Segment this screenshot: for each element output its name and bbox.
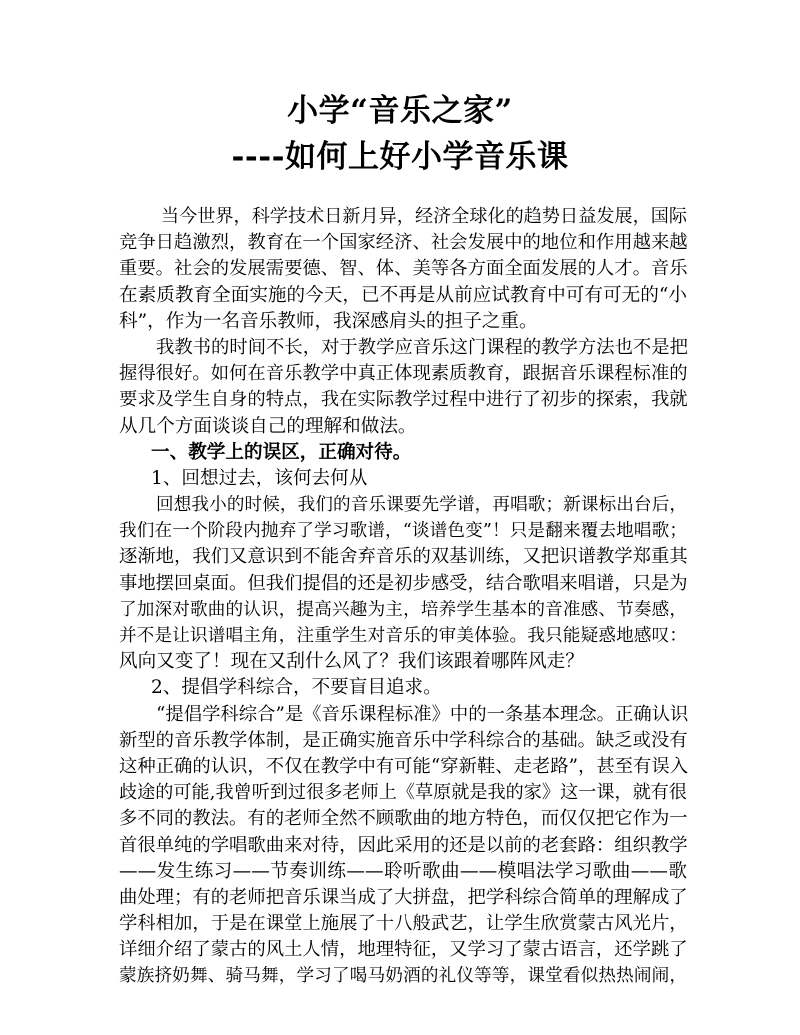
text-line: 歧途的可能,我曾听到过很多老师上《草原就是我的家》这一课，就有很 (119, 782, 687, 804)
paragraph-teaching-time (119, 335, 687, 440)
document-title (0, 88, 800, 180)
text-line: 我们在一个阶段内抛弃了学习歌谱，“谈谱色变”！只是翻来覆去地唱歌； (119, 521, 687, 542)
text-line: 从几个方面谈谈自己的理解和做法。 (119, 415, 417, 437)
text-line: 风向又变了！现在又刮什么风了？我们该跟着哪阵风走？ (119, 651, 584, 673)
text-line: 曲处理；有的老师把音乐课当成了大拼盘，把学科综合简单的理解成了 (119, 886, 688, 908)
text-line: 竞争日趋激烈，教育在一个国家经济、社会发展中的地位和作用越来越 (119, 232, 688, 254)
text-line: 多不同的教法。有的老师全然不顾歌曲的地方特色，而仅仅把它作为一 (119, 808, 688, 830)
text-line: “提倡学科综合”是《音乐课程标准》中的一条基本理念。正确认识 (156, 703, 689, 725)
text-line: 回想我小的时候，我们的音乐课要先学谱，再唱歌；新课标出台后， (156, 495, 687, 516)
text-line: ——发生练习——节奏训练——聆听歌曲——模唱法学习歌曲——歌 (119, 860, 687, 882)
text-line: 这种正确的认识，不仅在教学中有可能“穿新鞋、走老路”，甚至有误入 (119, 755, 689, 777)
paragraph-recall-past (119, 492, 687, 675)
text-line: 首很单纯的学唱歌曲来对待，因此采用的还是以前的老套路：组织教学 (119, 834, 688, 856)
text-line: 重要。社会的发展需要德、智、体、美等各方面全面发展的人才。音乐 (119, 258, 688, 280)
text-line: 了加深对歌曲的认识，提高兴趣为主，培养学生基本的音准感、节奏感， (119, 599, 687, 620)
text-line: 要求及学生自身的特点，我在实际教学过程中进行了初步的探索，我就 (119, 389, 688, 411)
subsection-title-1: 1、回想过去，该何去何从 (151, 467, 368, 489)
text-line: 当今世界，科学技术日新月异，经济全球化的趋势日益发展，国际 (161, 206, 687, 227)
text-line: 在素质教育全面实施的今天，已不再是从前应试教育中可有可无的“小 (119, 284, 687, 306)
text-line: 握得很好。如何在音乐教学中真正体现素质教育，跟据音乐课程标准的 (119, 363, 688, 385)
title-line-2: ----如何上好小学音乐课 (231, 139, 569, 175)
section-heading-1: 一、教学上的误区，正确对待。 (151, 441, 412, 463)
paragraph-subject-integration (119, 702, 687, 990)
paragraph-intro (119, 204, 687, 335)
text-line: 新型的音乐教学体制，是正确实施音乐中学科综合的基础。缺乏或没有 (119, 729, 688, 751)
text-line: 逐渐地，我们又意识到不能舍弃音乐的双基训练，又把识谱教学郑重其 (119, 546, 688, 568)
text-line: 科”，作为一名音乐教师，我深感肩头的担子之重。 (119, 310, 538, 332)
text-line: 我教书的时间不长，对于教学应音乐这门课程的教学方法也不是把 (156, 336, 688, 358)
title-line-1: 小学“音乐之家” (287, 93, 513, 129)
text-line: 详细介绍了蒙古的风土人情，地理特征，又学习了蒙古语言，还学跳了 (119, 939, 688, 961)
text-line: 并不是让识谱唱主角，注重学生对音乐的审美体验。我只能疑惑地感叹： (119, 626, 687, 647)
document-body (119, 204, 687, 990)
subsection-title-2: 2、提倡学科综合，不要盲目追求。 (151, 677, 442, 699)
text-line: 事地摆回桌面。但我们提倡的还是初步感受，结合歌唱来唱谱，只是为 (119, 572, 688, 594)
text-line: 学科相加，于是在课堂上施展了十八般武艺，让学生欣赏蒙古风光片， (119, 913, 688, 935)
text-line: 蒙族挤奶舞、骑马舞，学习了喝马奶酒的礼仪等等，课堂看似热热闹闹， (119, 966, 687, 987)
